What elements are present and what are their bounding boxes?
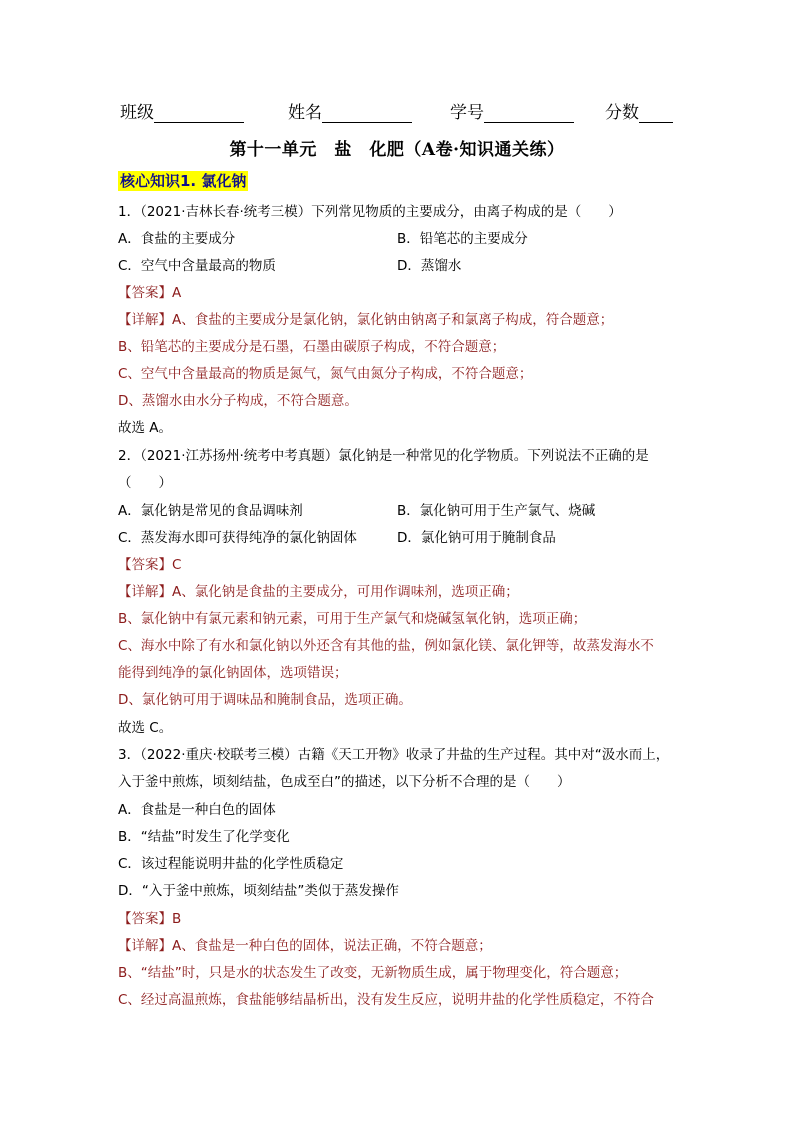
q2-option-a: A．氯化钠是常见的食品调味剂 xyxy=(118,503,303,519)
answer-label: 【答案】 xyxy=(118,911,172,927)
detail-label: 【详解】 xyxy=(118,938,172,954)
q3-answer xyxy=(118,910,181,928)
class-blank[interactable] xyxy=(154,104,244,123)
q2-detail-3-cont: 能得到纯净的氯化钠固体，选项错误； xyxy=(118,665,348,681)
q1-option-d: D．蒸馏水 xyxy=(397,258,462,274)
answer-label: 【答案】 xyxy=(118,285,172,301)
q3-detail-2: B、“结盐”时，只是水的状态发生了改变，无新物质生成，属于物理变化，符合题意； xyxy=(118,965,628,981)
q2-stem-cont: （ ） xyxy=(118,475,172,491)
class-label: 班级 xyxy=(120,103,154,123)
q1-option-a: A．食盐的主要成分 xyxy=(118,231,236,247)
score-field xyxy=(605,98,673,123)
detail-label: 【详解】 xyxy=(118,584,172,600)
q3-detail-1 xyxy=(118,937,492,955)
q2-conclusion: 故选 C。 xyxy=(118,720,173,736)
q2-option-d: D．氯化钠可用于腌制食品 xyxy=(397,530,556,546)
detail-text: A、氯化钠是食盐的主要成分，可用作调味剂，选项正确； xyxy=(172,584,519,600)
detail-text: A、食盐的主要成分是氯化钠，氯化钠由钠离子和氯离子构成，符合题意； xyxy=(172,312,614,328)
detail-label: 【详解】 xyxy=(118,312,172,328)
id-field xyxy=(450,98,574,123)
q1-option-b: B．铅笔芯的主要成分 xyxy=(397,231,528,247)
name-label: 姓名 xyxy=(288,103,322,123)
student-info-row xyxy=(120,98,680,122)
answer-value: B xyxy=(172,911,182,927)
name-blank[interactable] xyxy=(322,104,412,123)
q1-conclusion: 故选 A。 xyxy=(118,420,173,436)
q3-option-d: D．“入于釜中煎炼，顷刻结盐”类似于蒸发操作 xyxy=(118,883,399,899)
q1-answer xyxy=(118,284,181,302)
q2-option-c: C．蒸发海水即可获得纯净的氯化钠固体 xyxy=(118,530,357,546)
q2-answer xyxy=(118,556,181,574)
section-heading: 核心知识1. 氯化钠 xyxy=(120,172,247,190)
q3-detail-3: C、经过高温煎炼，食盐能够结晶析出，没有发生反应，说明井盐的化学性质稳定，不符合 xyxy=(118,992,654,1008)
score-label: 分数 xyxy=(605,103,639,123)
q2-detail-3: C、海水中除了有水和氯化钠以外还含有其他的盐，例如氯化镁、氯化钾等，故蒸发海水不 xyxy=(118,638,654,654)
q1-detail-4: D、蒸馏水由水分子构成，不符合题意。 xyxy=(118,393,358,409)
q1-option-c: C．空气中含量最高的物质 xyxy=(118,258,276,274)
page-title: 第十一单元 盐 化肥（A卷·知识通关练） xyxy=(229,140,565,160)
q3-stem-cont: 入于釜中煎炼，顷刻结盐，色成至白”的描述，以下分析不合理的是（ ） xyxy=(118,774,571,790)
id-blank[interactable] xyxy=(484,104,574,123)
answer-value: C xyxy=(172,557,182,573)
q3-option-a: A．食盐是一种白色的固体 xyxy=(118,802,276,818)
score-blank[interactable] xyxy=(639,104,673,123)
id-label: 学号 xyxy=(450,103,484,123)
q1-detail-2: B、铅笔芯的主要成分是石墨，石墨由碳原子构成，不符合题意； xyxy=(118,339,506,355)
q2-option-b: B．氯化钠可用于生产氯气、烧碱 xyxy=(397,503,596,519)
q3-stem: 3．（2022·重庆·校联考三模）古籍《天工开物》收录了井盐的生产过程。其中对“汲水而上， xyxy=(118,747,670,763)
name-field xyxy=(288,98,412,123)
q2-detail-1 xyxy=(118,583,519,601)
answer-value: A xyxy=(172,285,182,301)
q3-option-b: B．“结盐”时发生了化学变化 xyxy=(118,829,290,845)
q3-option-c: C．该过程能说明井盐的化学性质稳定 xyxy=(118,856,344,872)
q1-detail-1 xyxy=(118,311,613,329)
q2-stem: 2．（2021·江苏扬州·统考中考真题）氯化钠是一种常见的化学物质。下列说法不正确的是 xyxy=(118,448,649,464)
q1-detail-3: C、空气中含量最高的物质是氮气，氮气由氮分子构成，不符合题意； xyxy=(118,366,533,382)
class-field xyxy=(120,98,244,123)
detail-text: A、食盐是一种白色的固体，说法正确，不符合题意； xyxy=(172,938,492,954)
q2-detail-4: D、氯化钠可用于调味品和腌制食品，选项正确。 xyxy=(118,692,412,708)
answer-label: 【答案】 xyxy=(118,557,172,573)
q1-stem: 1．（2021·吉林长春·统考三模）下列常见物质的主要成分，由离子构成的是（ ） xyxy=(118,204,622,220)
q2-detail-2: B、氯化钠中有氯元素和钠元素，可用于生产氯气和烧碱氢氧化钠，选项正确； xyxy=(118,611,587,627)
